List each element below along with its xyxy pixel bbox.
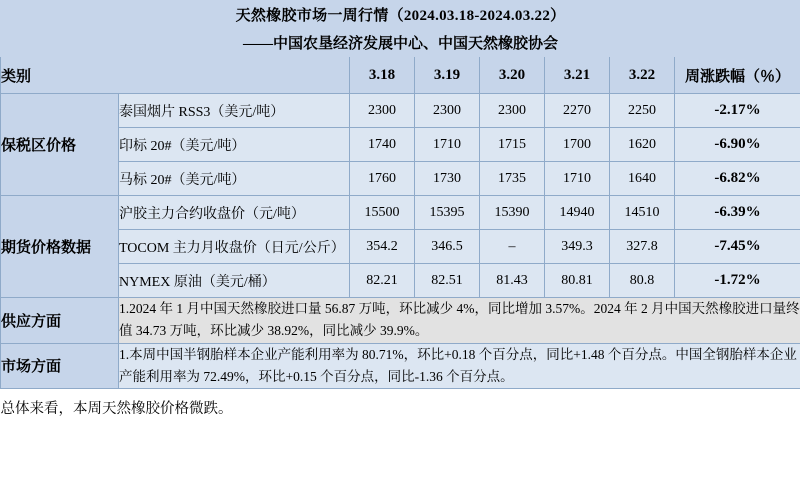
spacer-cell [1, 389, 800, 398]
footer-row [1, 397, 800, 418]
cell-value: 327.8 [610, 230, 675, 264]
table-row [1, 94, 800, 128]
cell-value: 1710 [415, 128, 480, 162]
column-header-date-320: 3.20 [480, 57, 545, 94]
row-label: NYMEX 原油（美元/桶） [119, 264, 350, 298]
title-row [1, 1, 800, 29]
column-header-date-319: 3.19 [415, 57, 480, 94]
cell-weekly-change: -6.82% [675, 162, 800, 196]
cell-value: 1715 [480, 128, 545, 162]
cell-weekly-change: -6.90% [675, 128, 800, 162]
cell-value: 14510 [610, 196, 675, 230]
note-text-market: 1.本周中国半钢胎样本企业产能利用率为 80.71%，环比+0.18 个百分点，同比+1.48 个百分点。中国全钢胎样本企业产能利用率为 72.49%，环比+0.15 个百分点，同比-1.36 个百分点。 [119, 343, 800, 389]
cell-value: 2270 [545, 94, 610, 128]
cell-value: 15395 [415, 196, 480, 230]
row-label: 印标 20#（美元/吨） [119, 128, 350, 162]
cell-weekly-change: -2.17% [675, 94, 800, 128]
table-row [1, 128, 800, 162]
row-label: 马标 20#（美元/吨） [119, 162, 350, 196]
row-label: TOCOM 主力月收盘价（日元/公斤） [119, 230, 350, 264]
cell-value: 1710 [545, 162, 610, 196]
section-label-bonded-zone: 保税区价格 [1, 94, 119, 196]
note-label-supply: 供应方面 [1, 298, 119, 344]
row-label: 泰国烟片 RSS3（美元/吨） [119, 94, 350, 128]
cell-value: 1620 [610, 128, 675, 162]
cell-value: 1735 [480, 162, 545, 196]
cell-value: 80.8 [610, 264, 675, 298]
cell-value: 354.2 [350, 230, 415, 264]
page-title: 天然橡胶市场一周行情（2024.03.18-2024.03.22） [1, 1, 800, 29]
cell-value: 349.3 [545, 230, 610, 264]
summary-text: 总体来看，本周天然橡胶价格微跌。 [1, 397, 800, 418]
column-header-date-321: 3.21 [545, 57, 610, 94]
cell-value: 346.5 [415, 230, 480, 264]
cell-value: 1640 [610, 162, 675, 196]
note-label-market: 市场方面 [1, 343, 119, 389]
cell-value: 14940 [545, 196, 610, 230]
cell-weekly-change: -7.45% [675, 230, 800, 264]
cell-value: 1700 [545, 128, 610, 162]
row-label: 沪胶主力合约收盘价（元/吨） [119, 196, 350, 230]
cell-weekly-change: -1.72% [675, 264, 800, 298]
cell-value: 1730 [415, 162, 480, 196]
section-label-futures: 期货价格数据 [1, 196, 119, 298]
note-row-supply [1, 298, 800, 344]
column-header-date-322: 3.22 [610, 57, 675, 94]
cell-value: 2250 [610, 94, 675, 128]
cell-value: 1740 [350, 128, 415, 162]
note-row-market [1, 343, 800, 389]
cell-value: 15390 [480, 196, 545, 230]
cell-value: 82.21 [350, 264, 415, 298]
cell-value: 15500 [350, 196, 415, 230]
column-header-category: 类别 [1, 57, 350, 94]
cell-value: 80.81 [545, 264, 610, 298]
table-header-row [1, 57, 800, 94]
table-row [1, 230, 800, 264]
table-row [1, 196, 800, 230]
table-row [1, 162, 800, 196]
cell-value: 2300 [480, 94, 545, 128]
cell-value: 82.51 [415, 264, 480, 298]
note-text-supply: 1.2024 年 1 月中国天然橡胶进口量 56.87 万吨，环比减少 4%，同比增加 3.57%。2024 年 2 月中国天然橡胶进口量终值 34.73 万吨，环比减少 38.92%，同比减少 39.9%。 [119, 298, 800, 344]
footer-spacer [1, 389, 800, 398]
page-subtitle: ——中国农垦经济发展中心、中国天然橡胶协会 [1, 29, 800, 57]
subtitle-row [1, 29, 800, 57]
cell-weekly-change: -6.39% [675, 196, 800, 230]
cell-value: – [480, 230, 545, 264]
column-header-weekly-change: 周涨跌幅（％） [675, 57, 800, 94]
cell-value: 2300 [350, 94, 415, 128]
column-header-date-318: 3.18 [350, 57, 415, 94]
cell-value: 1760 [350, 162, 415, 196]
cell-value: 81.43 [480, 264, 545, 298]
table-row [1, 264, 800, 298]
cell-value: 2300 [415, 94, 480, 128]
